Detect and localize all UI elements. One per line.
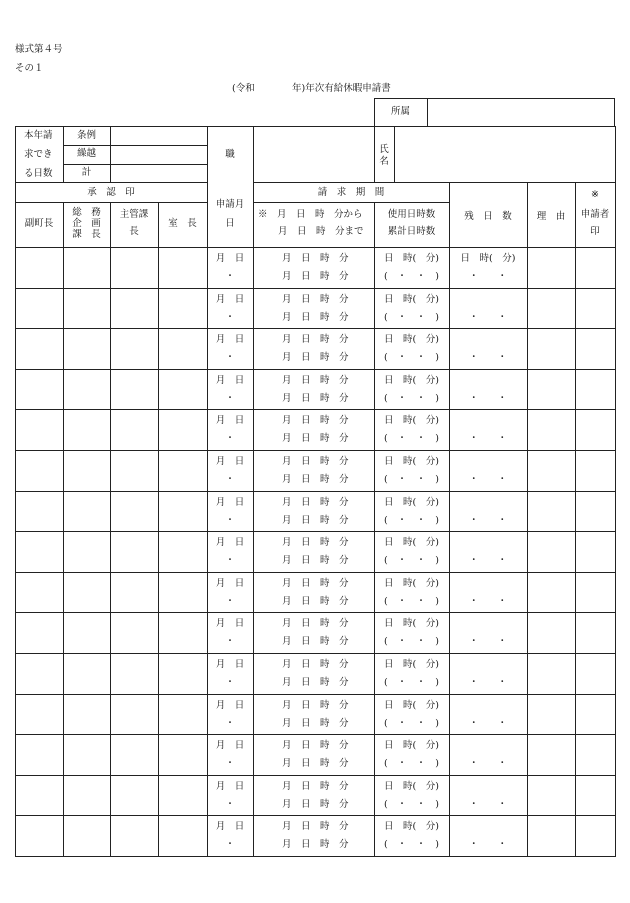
honnen-label-1: 本年請 (24, 130, 53, 141)
kikan-from-label: ※ 月 日 時 分から (258, 209, 363, 220)
approval-col-1 (63, 202, 64, 856)
used-days-cell: 日 時( 分) (384, 781, 439, 792)
date-cell-top: 月 日 (215, 821, 245, 832)
approval-col-2 (110, 202, 111, 856)
cumulative-days-cell: ( ・ ・ ) (384, 474, 439, 485)
honnen-label-3: る日数 (24, 168, 53, 179)
period-to-cell: 月 日 時 分 (282, 718, 349, 729)
remaining-days-cell: 日 時( 分) (460, 253, 516, 264)
used-days-cell: 日 時( 分) (384, 456, 439, 467)
row-line (15, 409, 616, 410)
zan-col-divider (527, 182, 528, 856)
row-line (15, 815, 616, 816)
period-from-cell: 月 日 時 分 (282, 456, 349, 467)
remaining-days-dots: ・ ・ (468, 474, 507, 485)
date-cell-bottom: ・ (225, 433, 235, 444)
shonin-label: 承 認 印 (87, 187, 135, 198)
date-cell-bottom: ・ (225, 758, 235, 769)
used-days-cell: 日 時( 分) (384, 740, 439, 751)
seikyu-top-line (253, 182, 616, 183)
row-line (15, 328, 616, 329)
cumulative-days-cell: ( ・ ・ ) (384, 677, 439, 688)
remaining-days-dots: ・ ・ (468, 555, 507, 566)
period-to-cell: 月 日 時 分 (282, 271, 349, 282)
honnen-label-2: 求でき (24, 149, 53, 160)
cumulative-days-cell: ( ・ ・ ) (384, 799, 439, 810)
date-cell-top: 月 日 (215, 659, 245, 670)
kei-label: 計 (81, 167, 92, 178)
seikyu-kikan-label: 請 求 期 間 (317, 187, 385, 198)
remaining-days-dots: ・ ・ (468, 596, 507, 607)
remaining-days-dots: ・ ・ (468, 758, 507, 769)
row-line (15, 369, 616, 370)
cumulative-days-cell: ( ・ ・ ) (384, 718, 439, 729)
period-from-cell: 月 日 時 分 (282, 415, 349, 426)
date-cell-bottom: ・ (225, 718, 235, 729)
date-cell-bottom: ・ (225, 312, 235, 323)
somu-label-1: 総 務 (72, 207, 101, 218)
date-cell-bottom: ・ (225, 636, 235, 647)
row-line (15, 531, 616, 532)
date-cell-top: 月 日 (215, 375, 245, 386)
sub-number: その１ (15, 63, 44, 74)
date-cell-bottom: ・ (225, 677, 235, 688)
riyu-label: 理 由 (536, 211, 566, 222)
cumulative-days-cell: ( ・ ・ ) (384, 271, 439, 282)
remaining-days-dots: ・ ・ (468, 271, 507, 282)
date-cell-top: 月 日 (215, 578, 245, 589)
used-days-cell: 日 時( 分) (384, 334, 439, 345)
row-line (15, 694, 616, 695)
date-cell-bottom: ・ (225, 393, 235, 404)
period-from-cell: 月 日 時 分 (282, 659, 349, 670)
row-line (15, 612, 616, 613)
shozoku-label: 所属 (390, 106, 410, 117)
date-cell-bottom: ・ (225, 352, 235, 363)
remaining-days-dots: ・ ・ (468, 393, 507, 404)
cumulative-days-cell: ( ・ ・ ) (384, 596, 439, 607)
remaining-days-dots: ・ ・ (468, 433, 507, 444)
cumulative-days-cell: ( ・ ・ ) (384, 839, 439, 850)
date-cell-bottom: ・ (225, 474, 235, 485)
period-to-cell: 月 日 時 分 (282, 758, 349, 769)
period-from-cell: 月 日 時 分 (282, 821, 349, 832)
date-cell-bottom: ・ (225, 271, 235, 282)
period-from-cell: 月 日 時 分 (282, 375, 349, 386)
remaining-days-dots: ・ ・ (468, 312, 507, 323)
period-to-cell: 月 日 時 分 (282, 555, 349, 566)
cumulative-days-cell: ( ・ ・ ) (384, 515, 439, 526)
remaining-days-dots: ・ ・ (468, 677, 507, 688)
page-title: 年)年次有給休暇申請書 (292, 83, 391, 94)
table-top-line (15, 126, 616, 127)
shinsei-date-label-2: 日 (225, 218, 235, 229)
chocho-label: 副町長 (24, 218, 54, 229)
shoku-divider-right (253, 126, 254, 856)
row-line (15, 856, 616, 857)
kurikoshi-bottom-line (63, 164, 207, 165)
period-to-cell: 月 日 時 分 (282, 393, 349, 404)
shozoku-box-divider (427, 98, 428, 126)
period-to-cell: 月 日 時 分 (282, 352, 349, 363)
shimei-divider-right (394, 126, 395, 182)
date-cell-top: 月 日 (215, 253, 245, 264)
approval-col-3 (158, 202, 159, 856)
period-from-cell: 月 日 時 分 (282, 700, 349, 711)
used-days-cell: 日 時( 分) (384, 294, 439, 305)
row-line (15, 775, 616, 776)
seikyu-bottom-line (253, 202, 374, 203)
shinseisha-label-3: 印 (590, 226, 600, 237)
period-from-cell: 月 日 時 分 (282, 294, 349, 305)
somu-label-2: 企 画 (72, 218, 101, 229)
shiyo-top-line (374, 202, 450, 203)
date-cell-bottom: ・ (225, 839, 235, 850)
row-line (15, 653, 616, 654)
remaining-days-dots: ・ ・ (468, 636, 507, 647)
period-to-cell: 月 日 時 分 (282, 636, 349, 647)
period-to-cell: 月 日 時 分 (282, 839, 349, 850)
cumulative-days-cell: ( ・ ・ ) (384, 312, 439, 323)
period-to-cell: 月 日 時 分 (282, 515, 349, 526)
remaining-days-dots: ・ ・ (468, 515, 507, 526)
shukan-label-1: 主管課 (119, 209, 149, 220)
date-cell-top: 月 日 (215, 294, 245, 305)
used-days-cell: 日 時( 分) (384, 659, 439, 670)
date-cell-top: 月 日 (215, 497, 245, 508)
count-divider (110, 126, 111, 182)
used-days-cell: 日 時( 分) (384, 537, 439, 548)
row-line (15, 288, 616, 289)
period-from-cell: 月 日 時 分 (282, 537, 349, 548)
period-to-cell: 月 日 時 分 (282, 433, 349, 444)
period-from-cell: 月 日 時 分 (282, 740, 349, 751)
row-line (15, 734, 616, 735)
shonin-bottom-line (15, 202, 208, 203)
cumulative-days-cell: ( ・ ・ ) (384, 758, 439, 769)
shozoku-box-top (374, 98, 615, 99)
date-cell-top: 月 日 (215, 781, 245, 792)
used-days-cell: 日 時( 分) (384, 497, 439, 508)
used-days-cell: 日 時( 分) (384, 578, 439, 589)
remaining-days-dots: ・ ・ (468, 799, 507, 810)
date-cell-bottom: ・ (225, 555, 235, 566)
date-cell-bottom: ・ (225, 515, 235, 526)
row-line (15, 491, 616, 492)
shinseisha-label-1: ※ (591, 189, 599, 200)
kikan-to-label: 月 日 時 分まで (278, 226, 364, 237)
date-cell-bottom: ・ (225, 596, 235, 607)
date-cell-top: 月 日 (215, 700, 245, 711)
shinsei-date-label-1: 申請月 (215, 199, 245, 210)
period-to-cell: 月 日 時 分 (282, 677, 349, 688)
used-days-cell: 日 時( 分) (384, 253, 439, 264)
shimei-label-2: 名 (379, 156, 389, 167)
remaining-days-dots: ・ ・ (468, 839, 507, 850)
title-era: (令和 (232, 83, 255, 94)
period-to-cell: 月 日 時 分 (282, 596, 349, 607)
cumulative-days-cell: ( ・ ・ ) (384, 555, 439, 566)
kurikoshi-label: 繰越 (76, 148, 96, 159)
cumulative-days-cell: ( ・ ・ ) (384, 636, 439, 647)
used-days-cell: 日 時( 分) (384, 821, 439, 832)
jorei-label: 条例 (76, 130, 96, 141)
used-days-cell: 日 時( 分) (384, 618, 439, 629)
date-cell-bottom: ・ (225, 799, 235, 810)
period-from-cell: 月 日 時 分 (282, 253, 349, 264)
table-left-line (15, 126, 16, 856)
shimei-label-1: 氏 (379, 144, 389, 155)
cumulative-days-cell: ( ・ ・ ) (384, 433, 439, 444)
period-from-cell: 月 日 時 分 (282, 334, 349, 345)
date-cell-top: 月 日 (215, 740, 245, 751)
date-cell-top: 月 日 (215, 334, 245, 345)
used-days-cell: 日 時( 分) (384, 700, 439, 711)
date-cell-top: 月 日 (215, 618, 245, 629)
cumulative-days-cell: ( ・ ・ ) (384, 352, 439, 363)
shiyo-label-1: 使用日時数 (387, 209, 436, 220)
remaining-days-dots: ・ ・ (468, 718, 507, 729)
shoku-label: 職 (225, 149, 235, 160)
somu-label-3: 課 長 (72, 229, 101, 240)
date-cell-top: 月 日 (215, 415, 245, 426)
shiyo-label-2: 累計日時数 (387, 226, 436, 237)
date-cell-top: 月 日 (215, 456, 245, 467)
zan-label: 残 日 数 (464, 211, 512, 222)
period-to-cell: 月 日 時 分 (282, 799, 349, 810)
shukan-label-2: 長 (129, 226, 139, 237)
form-number: 様式第４号 (15, 44, 63, 55)
riyu-col-divider (575, 182, 576, 856)
period-from-cell: 月 日 時 分 (282, 618, 349, 629)
shozoku-box-right (614, 98, 615, 126)
row-line (15, 450, 616, 451)
used-days-cell: 日 時( 分) (384, 415, 439, 426)
period-from-cell: 月 日 時 分 (282, 781, 349, 792)
remaining-days-dots: ・ ・ (468, 352, 507, 363)
table-right-line (615, 126, 616, 856)
shinseisha-label-2: 申請者 (580, 209, 610, 220)
shonin-top-line (15, 182, 208, 183)
used-days-cell: 日 時( 分) (384, 375, 439, 386)
row-line (15, 572, 616, 573)
period-to-cell: 月 日 時 分 (282, 312, 349, 323)
period-from-cell: 月 日 時 分 (282, 578, 349, 589)
date-cell-top: 月 日 (215, 537, 245, 548)
jorei-bottom-line (63, 145, 207, 146)
period-to-cell: 月 日 時 分 (282, 474, 349, 485)
cumulative-days-cell: ( ・ ・ ) (384, 393, 439, 404)
row-line (15, 247, 616, 248)
shitsucho-label: 室 長 (168, 218, 197, 229)
period-from-cell: 月 日 時 分 (282, 497, 349, 508)
